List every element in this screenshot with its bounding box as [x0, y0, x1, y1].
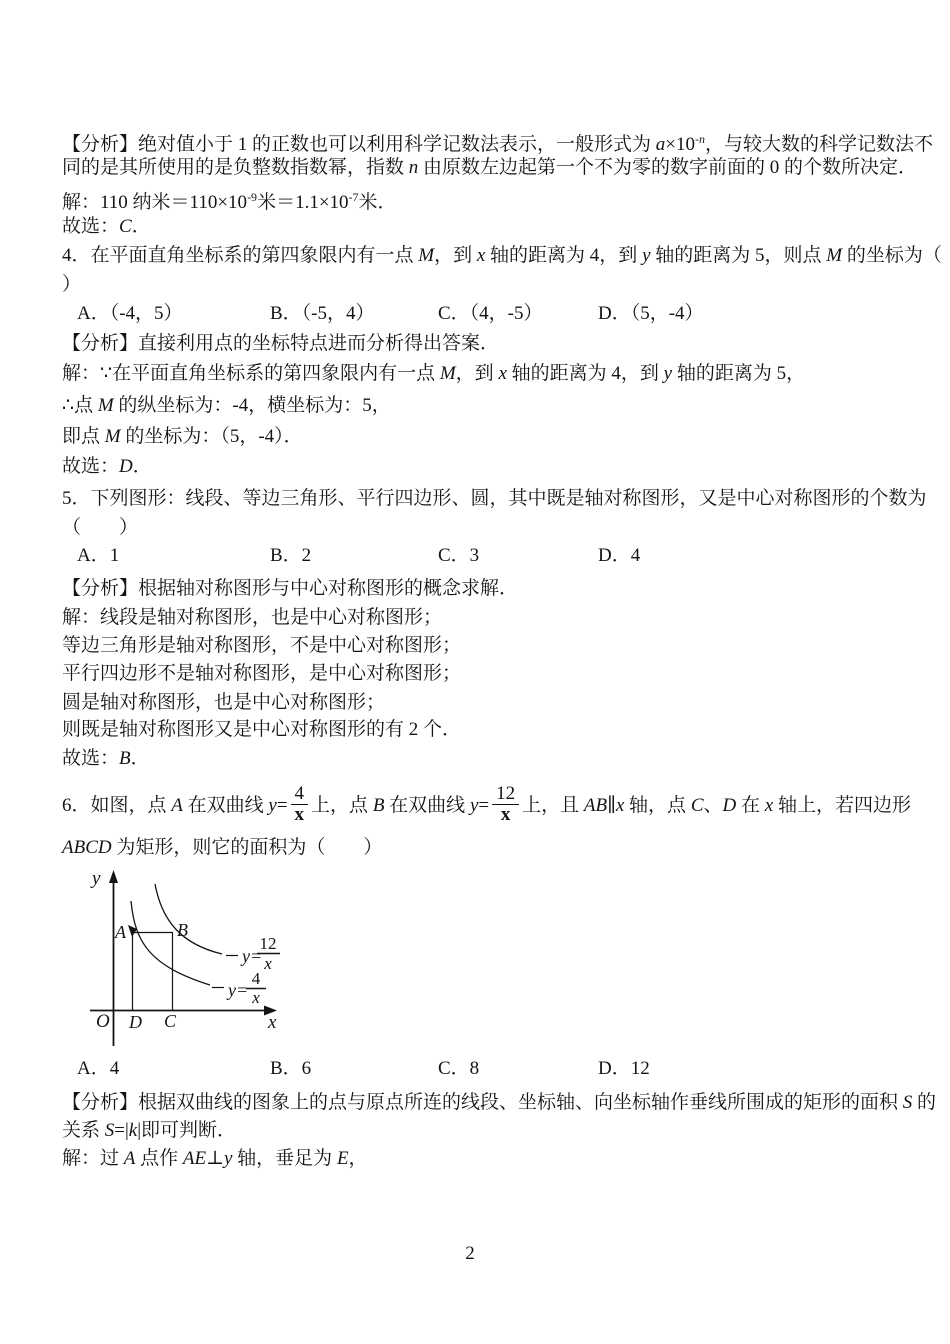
- q4-statement-1: [62, 245, 942, 266]
- text-segment: S: [902, 1092, 913, 1113]
- text-segment: k: [128, 1120, 138, 1141]
- y-axis-arrow-icon: [109, 870, 118, 883]
- text-segment: 圆是轴对称图形，也是中心对称图形；: [62, 692, 386, 713]
- text-segment: （ ）: [62, 517, 139, 538]
- text-segment: 轴的距离为 4，到: [506, 363, 664, 384]
- text-segment: D: [722, 795, 737, 816]
- text-segment: 在双曲线: [182, 795, 269, 816]
- option-a: A．1: [77, 545, 120, 566]
- option-c: C．（4，-5）: [438, 303, 543, 324]
- option-a: A．（-4，5）: [77, 303, 183, 324]
- text-segment: a: [655, 134, 666, 155]
- q6-solution-1: [62, 1148, 368, 1169]
- text-segment: ）: [62, 274, 82, 295]
- option-d: D．12: [598, 1058, 650, 1079]
- text-segment: 同的是其所使用的是负整数指数幂，指数: [62, 157, 409, 178]
- text-segment: 轴上，若四边形: [773, 795, 911, 816]
- text-segment: 在双曲线: [384, 795, 470, 816]
- text-segment: 轴的距离为 5，则点: [650, 245, 827, 266]
- text-segment: 轴，垂足为: [232, 1148, 337, 1169]
- text-segment: ∴点: [62, 395, 98, 416]
- text-segment: 的坐标为（: [842, 245, 942, 266]
- curve-y12x: [155, 884, 222, 954]
- option-b: B．6: [270, 1058, 312, 1079]
- text-segment: x: [498, 363, 507, 384]
- text-segment: x: [764, 795, 774, 816]
- q5-solution-4: [62, 692, 385, 713]
- q5-solution-5: [62, 719, 461, 740]
- text-segment: y: [268, 795, 277, 816]
- text-segment: M: [418, 245, 435, 266]
- text-segment: 的坐标为：（5，-4）．: [120, 426, 303, 447]
- text-segment: M: [104, 426, 121, 447]
- curve-y4x: [131, 901, 210, 985]
- fraction: $\frac{4}{x}$: [291, 784, 309, 825]
- text-segment: =: [276, 795, 288, 816]
- text-segment: =: [478, 795, 490, 816]
- text-segment: 解：过: [62, 1148, 124, 1169]
- text-segment: ．: [130, 748, 150, 769]
- option-c: C．8: [438, 1058, 480, 1079]
- curve-y4x-label-prefix: y=: [228, 980, 249, 1000]
- q3-analysis-line-2: [62, 157, 917, 178]
- text-segment: 解：∵在平面直角坐标系的第四象限内有一点: [62, 363, 440, 384]
- curve-y4x-denominator: x: [252, 988, 260, 1007]
- text-segment: M: [826, 245, 843, 266]
- text-segment: 则既是轴对称图形又是中心对称图形的有 2 个．: [62, 719, 462, 740]
- text-segment: 轴的距离为 4，到: [485, 245, 643, 266]
- text-segment: A: [171, 795, 183, 816]
- text-segment: AE: [182, 1148, 207, 1169]
- option-d: D．4: [598, 545, 641, 566]
- text-segment: 的: [912, 1092, 937, 1113]
- text-segment: ．: [131, 216, 151, 237]
- q3-answer: [62, 216, 151, 237]
- q5-statement-1: [62, 488, 927, 509]
- text-segment: y: [469, 795, 479, 816]
- q4-solution-2: [62, 395, 391, 416]
- text-segment: M: [439, 363, 456, 384]
- text-segment: 6．如图，点: [62, 795, 172, 816]
- text-segment: x: [476, 245, 486, 266]
- text-segment: 【分析】根据轴对称图形与中心对称图形的概念求解．: [62, 578, 519, 599]
- curve-y4x-numerator: 4: [251, 969, 261, 988]
- text-segment: M: [97, 395, 114, 416]
- text-segment: 、: [703, 795, 723, 816]
- q3-solution: [62, 187, 397, 213]
- point-b-label: B: [177, 920, 188, 940]
- y-axis-label: y: [92, 868, 101, 889]
- text-segment: -n: [694, 132, 705, 146]
- text-segment: C: [690, 795, 704, 816]
- text-segment: ，: [348, 1148, 368, 1169]
- text-segment: 解：线段是轴对称图形，也是中心对称图形；: [62, 607, 443, 628]
- text-segment: E: [336, 1148, 349, 1169]
- q4-answer: [62, 456, 152, 477]
- page-number: 2: [465, 1243, 475, 1264]
- option-d: D．（5，-4）: [598, 303, 704, 324]
- q6-analysis-2: [62, 1120, 236, 1141]
- q5-analysis: [62, 578, 518, 599]
- text-segment: 上，点: [311, 795, 373, 816]
- text-segment: n: [408, 157, 419, 178]
- text-segment: x: [615, 795, 625, 816]
- text-segment: ⊥: [206, 1148, 224, 1169]
- text-segment: ，与较大数的科学记数法不: [704, 134, 933, 155]
- q5-statement-2: [62, 517, 138, 538]
- text-segment: y: [663, 363, 673, 384]
- text-segment: -7: [348, 190, 359, 204]
- text-segment: ，到: [434, 245, 477, 266]
- question6-figure: [85, 866, 290, 1050]
- q3-analysis-line-1: [62, 129, 933, 155]
- text-segment: ×10: [665, 134, 695, 155]
- point-a-label: A: [115, 922, 126, 942]
- text-segment: B: [372, 795, 385, 816]
- q4-analysis: [62, 333, 499, 354]
- text-segment: 平行四边形不是轴对称图形，是中心对称图形；: [62, 663, 462, 684]
- text-segment: y: [642, 245, 651, 266]
- text-segment: 由原数左边起第一个不为零的数字前面的 0 的个数所决定．: [418, 157, 918, 178]
- text-segment: AB: [583, 795, 608, 816]
- q5-solution-2: [62, 635, 461, 656]
- text-segment: 米．: [358, 192, 397, 213]
- text-segment: 解：110 纳米＝110×10: [62, 192, 248, 213]
- text-segment: C: [119, 216, 132, 237]
- text-segment: -9: [247, 190, 258, 204]
- q5-answer: [62, 748, 150, 769]
- option-a: A．4: [77, 1058, 120, 1079]
- text-segment: 【分析】直接利用点的坐标特点进而分析得出答案．: [62, 333, 500, 354]
- curve-y12x-denominator: x: [264, 954, 272, 973]
- q5-solution-1: [62, 607, 442, 628]
- option-c: C．3: [438, 545, 480, 566]
- text-segment: 【分析】根据双曲线的图象上的点与原点所连的线段、坐标轴、向坐标轴作垂线所围成的矩形的面积: [62, 1092, 903, 1113]
- point-d-label: D: [129, 1012, 142, 1032]
- text-segment: 故选：: [62, 216, 120, 237]
- text-segment: ∥: [607, 795, 616, 816]
- curve-y12x-numerator: 12: [259, 934, 277, 953]
- text-segment: 关系: [62, 1120, 105, 1141]
- text-segment: 5．下列图形：线段、等边三角形、平行四边形、圆，其中既是轴对称图形，又是中心对称图形的个数为: [62, 488, 927, 509]
- curve-y12x-label-prefix: y=: [242, 946, 263, 966]
- option-b: B．2: [270, 545, 312, 566]
- text-segment: D: [119, 456, 133, 477]
- text-segment: 等边三角形是轴对称图形，不是中心对称图形；: [62, 635, 462, 656]
- text-segment: |即可判断．: [137, 1120, 237, 1141]
- q4-statement-2: [62, 274, 81, 295]
- origin-label: O: [96, 1011, 110, 1032]
- text-segment: ．: [132, 456, 152, 477]
- q4-solution-3: [62, 426, 303, 447]
- q4-solution-1: [62, 363, 805, 384]
- text-segment: 轴的距离为 5，: [672, 363, 806, 384]
- text-segment: A: [123, 1148, 136, 1169]
- text-segment: 即点: [62, 426, 105, 447]
- text-segment: S: [104, 1120, 115, 1141]
- text-segment: 轴，点: [624, 795, 691, 816]
- text-segment: 故选：: [62, 456, 120, 477]
- text-segment: 为矩形，则它的面积为（ ）: [111, 837, 383, 858]
- text-segment: 4．在平面直角坐标系的第四象限内有一点: [62, 245, 419, 266]
- text-segment: 的纵坐标为：-4，横坐标为：5，: [113, 395, 391, 416]
- q6-statement-1: [62, 784, 911, 828]
- text-segment: 在: [736, 795, 765, 816]
- text-segment: B: [119, 748, 131, 769]
- text-segment: 上，且: [522, 795, 584, 816]
- q5-solution-3: [62, 663, 461, 684]
- point-c-label: C: [164, 1011, 177, 1031]
- text-segment: 点作: [135, 1148, 183, 1169]
- q6-analysis-1: [62, 1092, 936, 1113]
- text-segment: ，到: [455, 363, 499, 384]
- text-segment: 米＝1.1×10: [257, 192, 349, 213]
- text-segment: 【分析】绝对值小于 1 的正数也可以利用科学记数法表示，一般形式为: [62, 134, 656, 155]
- text-segment: =|: [114, 1120, 129, 1141]
- x-axis-label: x: [268, 1012, 277, 1033]
- q6-statement-2: [62, 837, 382, 858]
- text-segment: 故选：: [62, 748, 120, 769]
- fraction: $\frac{12}{x}$: [492, 784, 519, 825]
- text-segment: ABCD: [62, 837, 112, 858]
- rectangle-abcd: [133, 933, 173, 1011]
- option-b: B．（-5，4）: [270, 303, 375, 324]
- text-segment: y: [223, 1148, 233, 1169]
